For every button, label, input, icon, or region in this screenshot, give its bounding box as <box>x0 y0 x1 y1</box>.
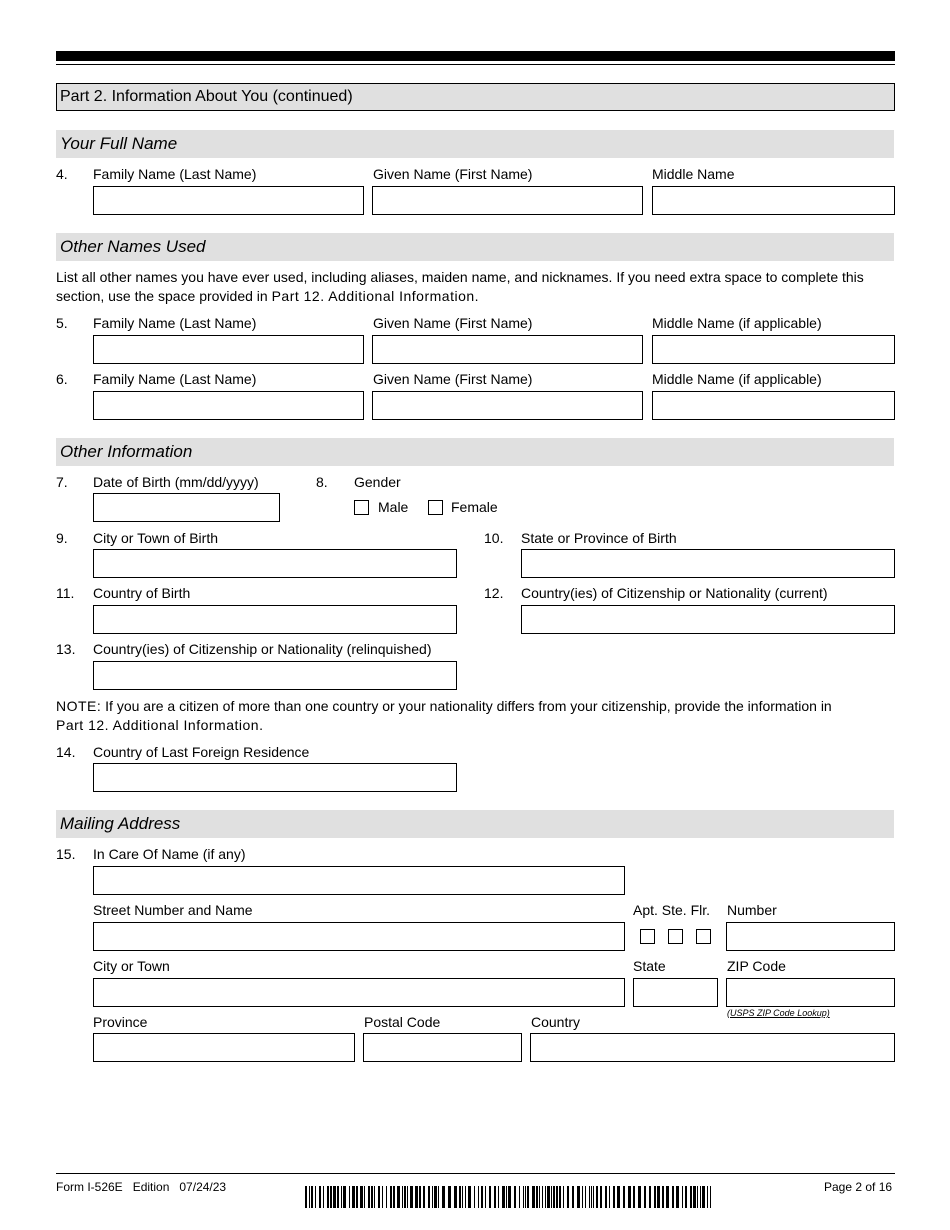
country-of-birth-field[interactable] <box>93 605 457 634</box>
apt-ste-flr-label: Apt. Ste. Flr. <box>633 902 711 918</box>
item-number: 12. <box>484 585 504 601</box>
apt-checkbox[interactable] <box>640 929 655 944</box>
in-care-of-field[interactable] <box>93 866 625 895</box>
date-of-birth-label: Date of Birth (mm/dd/yyyy) <box>93 474 259 490</box>
item-number: 5. <box>56 315 68 331</box>
apt-number-field[interactable] <box>726 922 895 951</box>
state-select[interactable] <box>633 978 718 1007</box>
state-of-birth-field[interactable] <box>521 549 895 578</box>
item-number: 11. <box>56 585 75 601</box>
section-mailing-address <box>56 810 894 838</box>
given-name-label: Given Name (First Name) <box>373 371 533 387</box>
item-number: 13. <box>56 641 76 657</box>
page-number: Page 2 of 16 <box>824 1180 893 1194</box>
middle-name-label: Middle Name <box>652 166 735 182</box>
family-name-label: Family Name (Last Name) <box>93 166 257 182</box>
barcode <box>305 1186 713 1208</box>
citizenship-note <box>56 697 896 735</box>
part-header <box>56 83 895 111</box>
other-family-name-1-field[interactable] <box>93 335 364 364</box>
note-end: . <box>259 717 263 733</box>
family-name-field[interactable] <box>93 186 364 215</box>
instructions-end: . <box>474 288 479 304</box>
gender-label: Gender <box>354 474 401 490</box>
middle-name-field[interactable] <box>652 186 895 215</box>
gender-male-checkbox[interactable] <box>354 500 369 515</box>
flr-checkbox[interactable] <box>696 929 711 944</box>
other-given-name-1-field[interactable] <box>372 335 643 364</box>
top-rule-thin <box>56 64 895 65</box>
part-header-title: Part 2. Information About You (continued) <box>60 88 353 105</box>
street-field[interactable] <box>93 922 625 951</box>
gender-male-label: Male <box>378 499 409 515</box>
given-name-field[interactable] <box>372 186 643 215</box>
relinquished-citizenship-field[interactable] <box>93 661 457 690</box>
number-label: Number <box>727 902 777 918</box>
section-other-information <box>56 438 894 466</box>
relinquished-citizenship-label: Country(ies) of Citizenship or Nationality (relinquished) <box>93 641 432 657</box>
province-field[interactable] <box>93 1033 355 1062</box>
city-of-birth-field[interactable] <box>93 549 457 578</box>
state-of-birth-label: State or Province of Birth <box>521 530 677 546</box>
section-your-full-name <box>56 130 894 158</box>
last-foreign-residence-field[interactable] <box>93 763 457 792</box>
other-middle-name-2-field[interactable] <box>652 391 895 420</box>
ste-checkbox[interactable] <box>668 929 683 944</box>
family-name-label: Family Name (Last Name) <box>93 371 257 387</box>
date-of-birth-field[interactable] <box>93 493 280 522</box>
item-number: 14. <box>56 744 76 760</box>
given-name-label: Given Name (First Name) <box>373 166 533 182</box>
barcode-graphic <box>305 1186 713 1208</box>
item-number: 8. <box>316 474 328 490</box>
province-label: Province <box>93 1014 148 1030</box>
section-title: Your Full Name <box>60 134 178 153</box>
other-given-name-2-field[interactable] <box>372 391 643 420</box>
form-edition: Form I-526E Edition 07/24/23 <box>56 1180 227 1194</box>
postal-code-field[interactable] <box>363 1033 522 1062</box>
country-label: Country <box>531 1014 581 1030</box>
zip-field[interactable] <box>726 978 895 1007</box>
instructions-text: List all other names you have ever used, including aliases, maiden name, and nicknames. If you need extra space to complete this section, use the space provided in <box>56 269 864 304</box>
family-name-label: Family Name (Last Name) <box>93 315 257 331</box>
country-of-birth-label: Country of Birth <box>93 585 191 601</box>
other-middle-name-1-field[interactable] <box>652 335 895 364</box>
zip-label: ZIP Code <box>727 958 786 974</box>
section-other-names-used <box>56 233 894 261</box>
gender-female-label: Female <box>451 499 498 515</box>
gender-female-checkbox[interactable] <box>428 500 443 515</box>
item-number: 7. <box>56 474 68 490</box>
top-rule-thick <box>56 51 895 61</box>
section-title: Mailing Address <box>60 814 181 833</box>
current-citizenship-field[interactable] <box>521 605 895 634</box>
section-title: Other Names Used <box>60 237 206 256</box>
current-citizenship-label: Country(ies) of Citizenship or Nationality (current) <box>521 585 828 601</box>
state-label: State <box>633 958 666 974</box>
part-12-reference: Part 12. Additional Information <box>56 717 260 733</box>
other-names-instructions <box>56 268 896 306</box>
section-title: Other Information <box>60 442 193 461</box>
middle-name-label: Middle Name (if applicable) <box>652 371 822 387</box>
other-family-name-2-field[interactable] <box>93 391 364 420</box>
in-care-of-label: In Care Of Name (if any) <box>93 846 246 862</box>
footer-rule <box>56 1173 895 1174</box>
note-prefix: NOTE: <box>56 698 102 714</box>
item-number: 15. <box>56 846 76 862</box>
usps-zip-lookup-link[interactable]: (USPS ZIP Code Lookup) <box>727 1008 830 1018</box>
city-label: City or Town <box>93 958 170 974</box>
note-text: If you are a citizen of more than one country or your nationality differs from your citizenship, provide the information in <box>101 698 832 714</box>
item-number: 6. <box>56 371 68 387</box>
given-name-label: Given Name (First Name) <box>373 315 533 331</box>
item-number: 10. <box>484 530 504 546</box>
postal-code-label: Postal Code <box>364 1014 441 1030</box>
last-foreign-residence-label: Country of Last Foreign Residence <box>93 744 310 760</box>
item-number: 9. <box>56 530 68 546</box>
item-number: 4. <box>56 166 68 182</box>
part-12-reference: Part 12. Additional Information <box>271 288 475 304</box>
city-field[interactable] <box>93 978 625 1007</box>
middle-name-label: Middle Name (if applicable) <box>652 315 822 331</box>
city-of-birth-label: City or Town of Birth <box>93 530 219 546</box>
country-field[interactable] <box>530 1033 895 1062</box>
street-label: Street Number and Name <box>93 902 253 918</box>
